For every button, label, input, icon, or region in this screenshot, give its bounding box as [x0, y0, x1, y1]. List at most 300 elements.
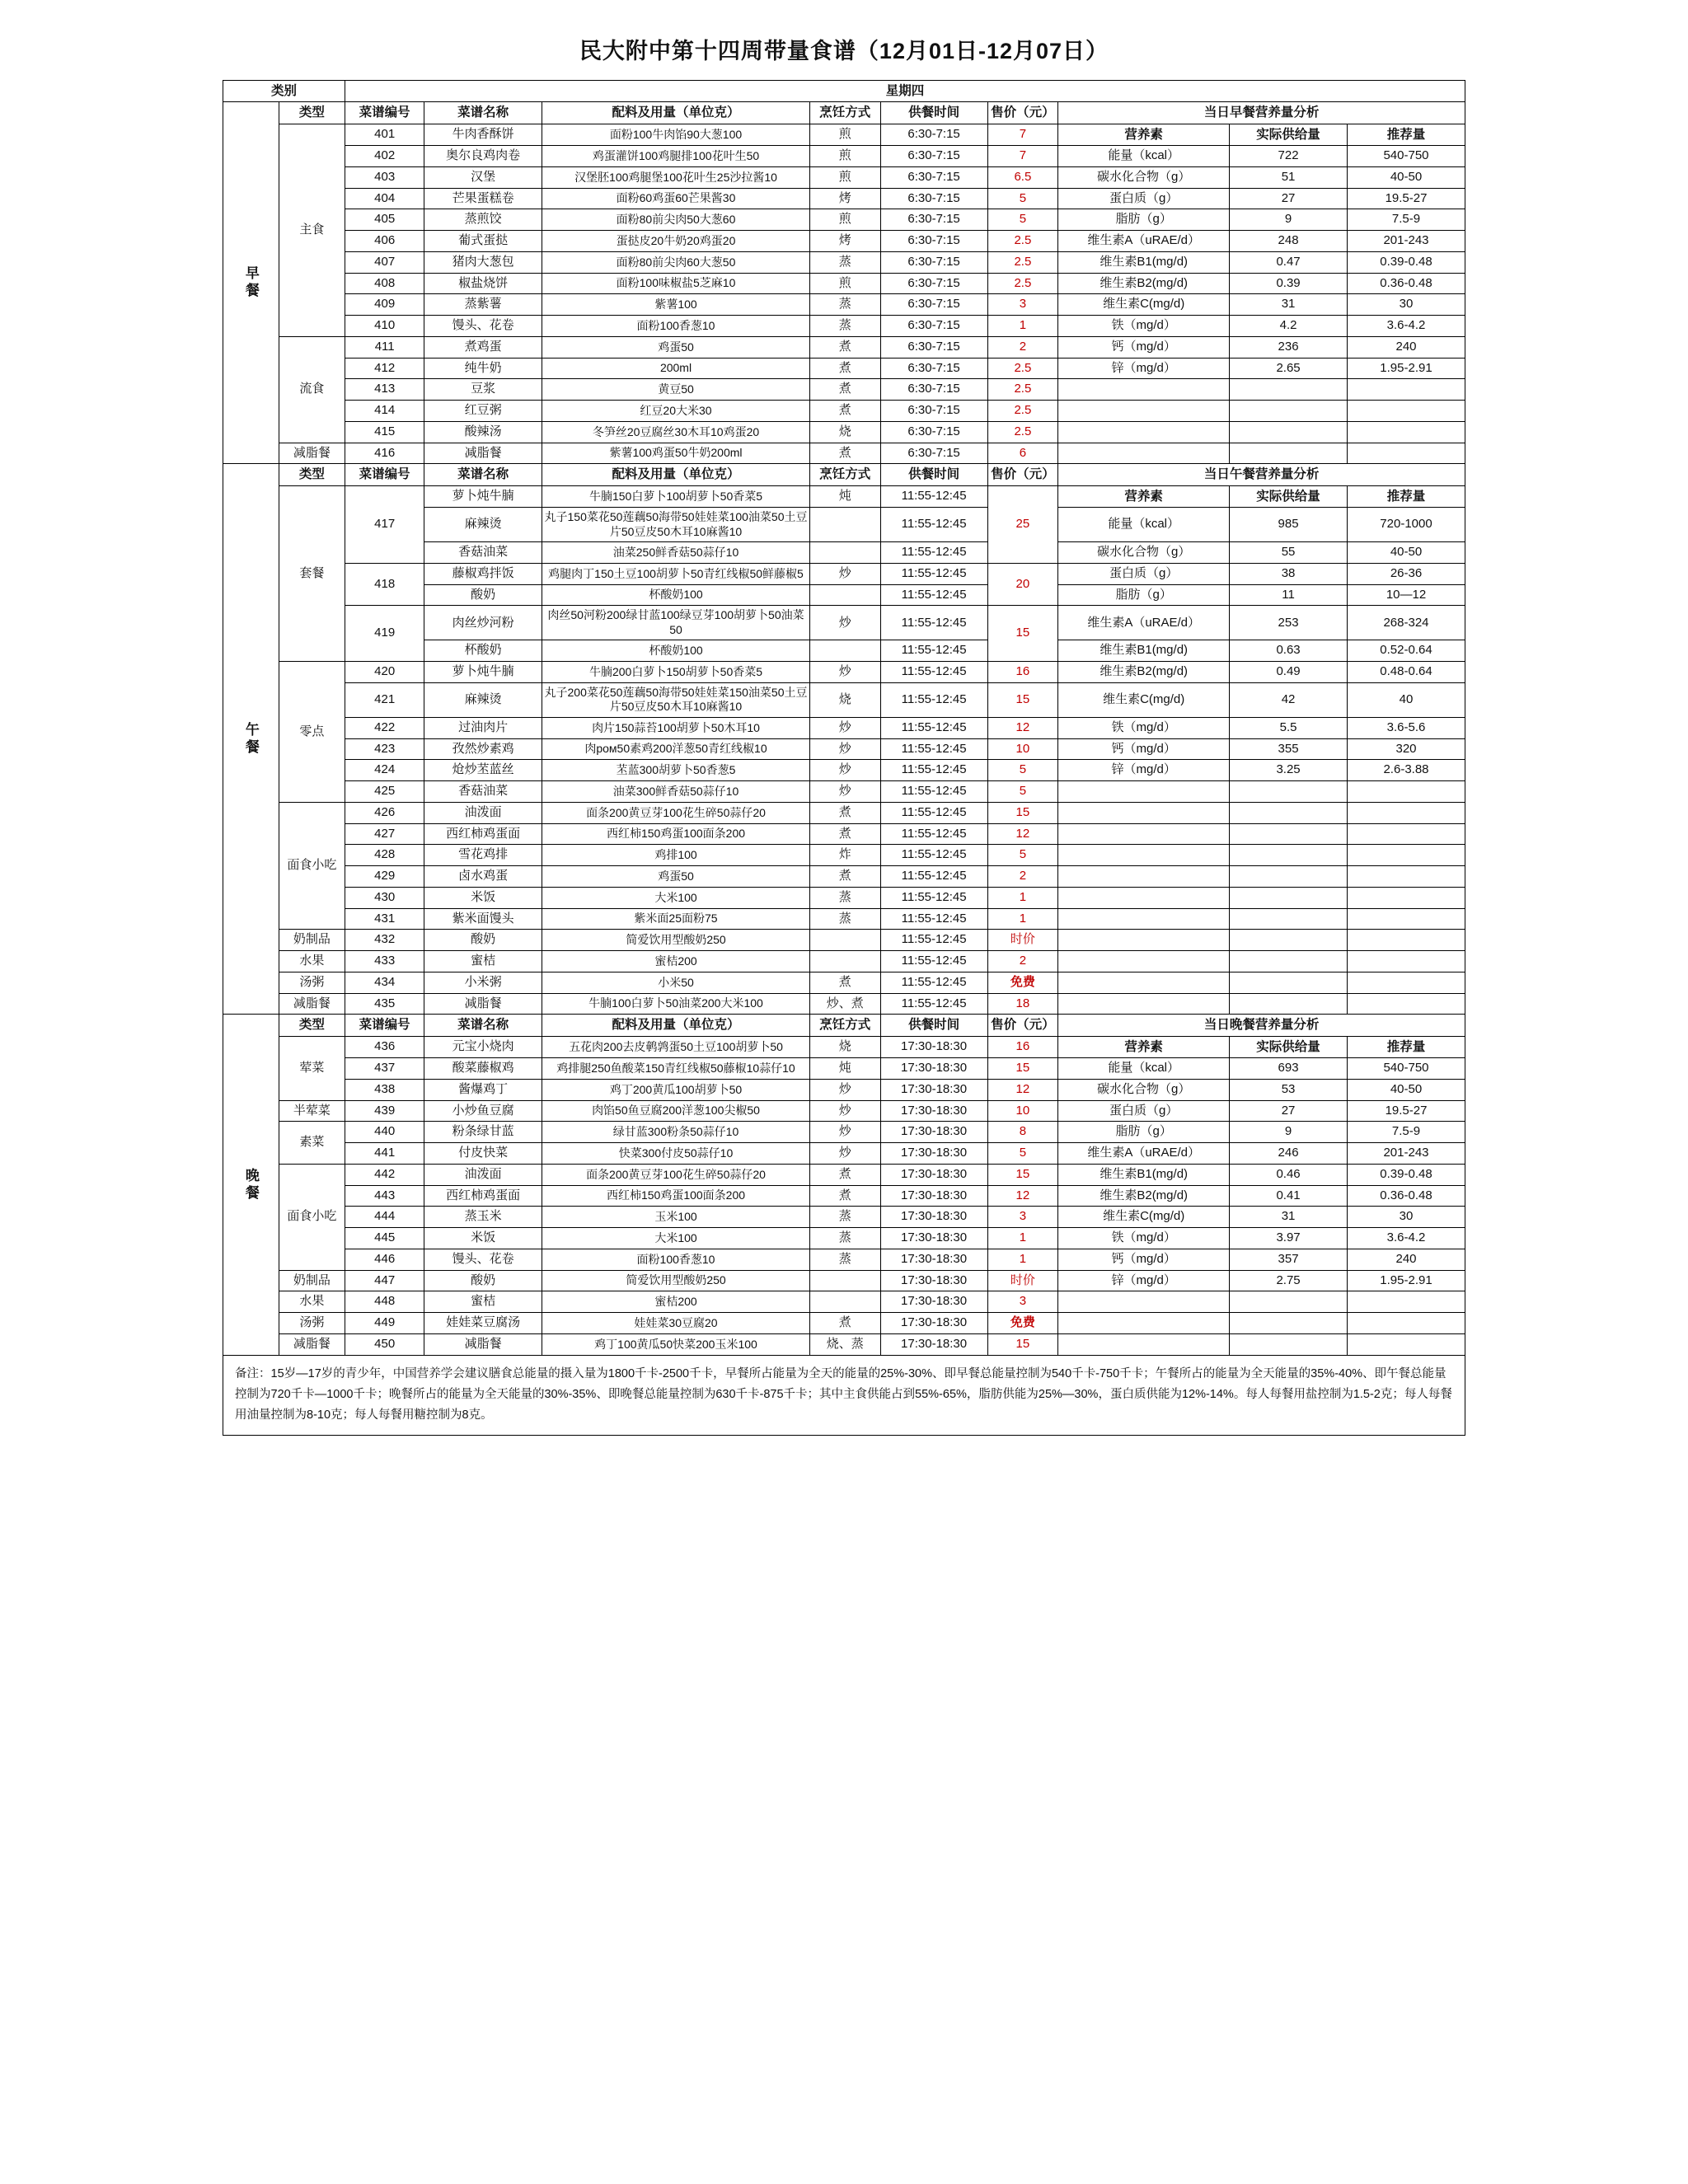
dish-price: 2.5 [987, 421, 1058, 443]
dish-ingredients: 面条200黄豆芽100花生碎50蒜仔20 [542, 802, 810, 823]
group-diet: 减脂餐 [279, 1333, 345, 1355]
dish-name: 汉堡 [424, 166, 542, 188]
nutrient-recommend: 40-50 [1348, 166, 1465, 188]
dish-price: 时价 [987, 1270, 1058, 1291]
dish-code: 442 [345, 1164, 424, 1185]
dish-code: 440 [345, 1122, 424, 1143]
dish-name: 香菇油菜 [424, 781, 542, 803]
dish-code: 422 [345, 717, 424, 738]
dish-cooking: 煮 [809, 1313, 880, 1334]
dish-time: 17:30-18:30 [880, 1122, 987, 1143]
nutrient-actual: 27 [1230, 1100, 1348, 1122]
dish-cooking [809, 584, 880, 606]
dish-time: 11:55-12:45 [880, 823, 987, 845]
nutrient-recommend: 10—12 [1348, 584, 1465, 606]
nutrient-name: 脂肪（g） [1058, 1122, 1230, 1143]
dish-code: 443 [345, 1185, 424, 1207]
dish-time: 6:30-7:15 [880, 421, 987, 443]
note-row [223, 1355, 1465, 1435]
dish-time: 6:30-7:15 [880, 379, 987, 401]
dish-code: 426 [345, 802, 424, 823]
nutrient-blank [1230, 443, 1348, 464]
nutrient-blank [1058, 421, 1230, 443]
dish-price: 15 [987, 1333, 1058, 1355]
dish-code: 447 [345, 1270, 424, 1291]
nutrient-blank [1058, 887, 1230, 908]
dish-ingredients: 紫薯100 [542, 294, 810, 316]
dish-code: 424 [345, 760, 424, 781]
menu-row [223, 1143, 1465, 1165]
dish-cooking: 煮 [809, 336, 880, 358]
col-recommend: 推荐量 [1348, 124, 1465, 145]
dish-cooking: 炖 [809, 485, 880, 507]
menu-row [223, 209, 1465, 231]
dish-cooking [809, 508, 880, 542]
dish-price: 2.5 [987, 231, 1058, 252]
col-cooking: 烹饪方式 [809, 102, 880, 124]
dish-ingredients: 简爱饮用型酸奶250 [542, 930, 810, 951]
dish-price: 15 [987, 682, 1058, 717]
dish-time: 6:30-7:15 [880, 124, 987, 145]
nutrient-name: 锌（mg/d） [1058, 358, 1230, 379]
dish-code: 433 [345, 951, 424, 972]
dish-cooking: 煮 [809, 358, 880, 379]
dish-time: 11:55-12:45 [880, 485, 987, 507]
nutrient-actual: 55 [1230, 542, 1348, 564]
col-time: 供餐时间 [880, 464, 987, 485]
dish-time: 11:55-12:45 [880, 738, 987, 760]
nutrient-recommend: 3.6-4.2 [1348, 316, 1465, 337]
nutrient-blank [1058, 1333, 1230, 1355]
dish-cooking: 烧 [809, 1036, 880, 1057]
nutrient-recommend: 201-243 [1348, 231, 1465, 252]
dish-ingredients: 面粉100香葱10 [542, 1249, 810, 1270]
dish-ingredients: 牛腩150白萝卜100胡萝卜50香菜5 [542, 485, 810, 507]
dish-name: 酸奶 [424, 584, 542, 606]
dish-cooking [809, 640, 880, 662]
nutrient-blank [1348, 421, 1465, 443]
dish-time: 11:55-12:45 [880, 717, 987, 738]
nutrient-name: 铁（mg/d） [1058, 717, 1230, 738]
dish-price: 20 [987, 563, 1058, 606]
dish-name: 杯酸奶 [424, 640, 542, 662]
nutrient-recommend: 0.36-0.48 [1348, 1185, 1465, 1207]
col-cooking: 烹饪方式 [809, 1015, 880, 1036]
dish-cooking: 炒 [809, 738, 880, 760]
dish-cooking: 蒸 [809, 294, 880, 316]
dish-time: 6:30-7:15 [880, 358, 987, 379]
nutrient-blank [1058, 401, 1230, 422]
dish-price: 15 [987, 1164, 1058, 1185]
dish-cooking: 煮 [809, 1164, 880, 1185]
nutrient-blank [1230, 401, 1348, 422]
menu-row [223, 717, 1465, 738]
dish-ingredients: 五花肉200去皮鹌鹑蛋50土豆100胡萝卜50 [542, 1036, 810, 1057]
dish-code: 428 [345, 845, 424, 866]
dish-name: 纯牛奶 [424, 358, 542, 379]
dish-time: 11:55-12:45 [880, 845, 987, 866]
nutrient-recommend: 540-750 [1348, 1058, 1465, 1080]
dish-time: 17:30-18:30 [880, 1058, 987, 1080]
nutrient-blank [1348, 951, 1465, 972]
menu-row [223, 231, 1465, 252]
menu-row [223, 908, 1465, 930]
dish-code: 419 [345, 606, 424, 662]
nutrient-actual: 0.63 [1230, 640, 1348, 662]
dish-price: 免费 [987, 972, 1058, 993]
note-text: 备注：15岁—17岁的青少年，中国营养学会建议膳食总能量的摄入量为1800千卡-2500千卡，早餐所占能量为全天的能量的25%-30%、即早餐总能量控制为540千卡-750千卡；午餐所占的能量为全天能量的35%-40%、即午餐总能量控制为720千卡—1000千卡；晚餐所占的能量为全天能量的30%-35%、即晚餐总能量控制为630千卡-875千卡；其中主食供能占到55%-65%，脂肪供能为25%—30%，蛋白质供能为12%-14%。每人每餐用盐控制为1.5-2克；每人每餐用油量控制为8-10克；每人每餐用糖控制为8克。 [223, 1355, 1465, 1435]
nutrient-actual: 246 [1230, 1143, 1348, 1165]
dish-code: 439 [345, 1100, 424, 1122]
dish-cooking: 烤 [809, 188, 880, 209]
dish-name: 蒸紫薯 [424, 294, 542, 316]
dish-price: 5 [987, 760, 1058, 781]
weekday-label: 星期四 [345, 81, 1465, 102]
menu-row [223, 273, 1465, 294]
dish-code: 402 [345, 146, 424, 167]
dish-cooking: 炸 [809, 845, 880, 866]
nutrient-name: 维生素A（uRAE/d） [1058, 231, 1230, 252]
dish-ingredients: 蜜桔200 [542, 1291, 810, 1313]
nutrient-actual: 236 [1230, 336, 1348, 358]
dish-name: 藤椒鸡拌饭 [424, 563, 542, 584]
dish-name: 红豆粥 [424, 401, 542, 422]
nutrient-name: 钙（mg/d） [1058, 1249, 1230, 1270]
dish-time: 6:30-7:15 [880, 188, 987, 209]
nutrient-actual: 355 [1230, 738, 1348, 760]
dish-time: 11:55-12:45 [880, 930, 987, 951]
dish-name: 麻辣烫 [424, 508, 542, 542]
nutrient-name: 铁（mg/d） [1058, 1228, 1230, 1249]
dish-price: 15 [987, 802, 1058, 823]
dish-name: 卤水鸡蛋 [424, 866, 542, 888]
category-header-row [223, 81, 1465, 102]
menu-row [223, 993, 1465, 1015]
dish-code: 406 [345, 231, 424, 252]
dish-time: 17:30-18:30 [880, 1143, 987, 1165]
dish-code: 437 [345, 1058, 424, 1080]
dish-name: 麻辣烫 [424, 682, 542, 717]
dish-price: 1 [987, 887, 1058, 908]
dish-ingredients: 快菜300付皮50蒜仔10 [542, 1143, 810, 1165]
dish-price: 18 [987, 993, 1058, 1015]
dish-ingredients: 面粉80前尖肉50大葱60 [542, 209, 810, 231]
nutrient-blank [1058, 781, 1230, 803]
dish-name: 馒头、花卷 [424, 316, 542, 337]
menu-row [223, 336, 1465, 358]
dish-name: 酸辣汤 [424, 421, 542, 443]
dish-ingredients: 简爱饮用型酸奶250 [542, 1270, 810, 1291]
dish-name: 蜜桔 [424, 951, 542, 972]
nutrient-name: 碳水化合物（g） [1058, 542, 1230, 564]
dish-ingredients: 西红柿150鸡蛋100面条200 [542, 1185, 810, 1207]
dish-time: 6:30-7:15 [880, 273, 987, 294]
nutrient-name: 维生素C(mg/d) [1058, 1207, 1230, 1228]
nutrient-name: 蛋白质（g） [1058, 188, 1230, 209]
group-diet: 减脂餐 [279, 443, 345, 464]
nutrient-blank [1230, 1291, 1348, 1313]
dish-ingredients: 杯酸奶100 [542, 584, 810, 606]
dish-time: 17:30-18:30 [880, 1313, 987, 1334]
dish-code: 407 [345, 251, 424, 273]
nutrient-recommend: 3.6-5.6 [1348, 717, 1465, 738]
menu-row [223, 1122, 1465, 1143]
col-ingredients: 配料及用量（单位克） [542, 464, 810, 485]
dish-ingredients: 面粉60鸡蛋60芒果酱30 [542, 188, 810, 209]
dish-time: 11:55-12:45 [880, 760, 987, 781]
dish-cooking: 煎 [809, 166, 880, 188]
dish-ingredients: 黄豆50 [542, 379, 810, 401]
nutrient-blank [1348, 845, 1465, 866]
dish-name: 奥尔良鸡肉卷 [424, 146, 542, 167]
menu-row [223, 662, 1465, 683]
dish-cooking: 炒 [809, 1079, 880, 1100]
dish-time: 11:55-12:45 [880, 542, 987, 564]
dish-time: 17:30-18:30 [880, 1207, 987, 1228]
dish-time: 17:30-18:30 [880, 1164, 987, 1185]
dish-ingredients: 鸡排腿250鱼酸菜150青红线椒50藤椒10蒜仔10 [542, 1058, 810, 1080]
dish-price: 10 [987, 1100, 1058, 1122]
dish-time: 6:30-7:15 [880, 146, 987, 167]
menu-row [223, 823, 1465, 845]
dish-name: 过油肉片 [424, 717, 542, 738]
nutrient-recommend: 40-50 [1348, 1079, 1465, 1100]
menu-row [223, 1333, 1465, 1355]
nutrient-recommend: 0.48-0.64 [1348, 662, 1465, 683]
nutrient-recommend: 2.6-3.88 [1348, 760, 1465, 781]
dish-ingredients: 肉片150蒜苔100胡萝卜50木耳10 [542, 717, 810, 738]
nutrient-name: 维生素C(mg/d) [1058, 682, 1230, 717]
dish-code: 425 [345, 781, 424, 803]
dish-ingredients: 面粉80前尖肉60大葱50 [542, 251, 810, 273]
dish-code: 408 [345, 273, 424, 294]
dish-name: 炝炒苤蓝丝 [424, 760, 542, 781]
nutrient-recommend: 3.6-4.2 [1348, 1228, 1465, 1249]
nutrient-blank [1230, 781, 1348, 803]
nutrient-actual: 53 [1230, 1079, 1348, 1100]
dish-code: 415 [345, 421, 424, 443]
nutrient-actual: 9 [1230, 209, 1348, 231]
nutrient-name: 钙（mg/d） [1058, 738, 1230, 760]
nutrient-name: 脂肪（g） [1058, 209, 1230, 231]
dish-ingredients: 丸子200菜花50莲藕50海带50娃娃菜150油菜50土豆片50豆皮50木耳10麻酱10 [542, 682, 810, 717]
dish-time: 17:30-18:30 [880, 1036, 987, 1057]
dish-price: 2.5 [987, 251, 1058, 273]
dish-cooking: 煎 [809, 273, 880, 294]
dish-ingredients: 牛腩100白萝卜50油菜200大米100 [542, 993, 810, 1015]
dish-price: 25 [987, 485, 1058, 563]
nutrient-blank [1348, 1291, 1465, 1313]
dish-time: 11:55-12:45 [880, 563, 987, 584]
menu-row [223, 682, 1465, 717]
dish-code: 421 [345, 682, 424, 717]
nutrient-actual: 4.2 [1230, 316, 1348, 337]
dish-price: 5 [987, 845, 1058, 866]
dish-ingredients: 西红柿150鸡蛋100面条200 [542, 823, 810, 845]
dish-cooking: 煎 [809, 209, 880, 231]
dish-name: 蒸玉米 [424, 1207, 542, 1228]
dish-code: 449 [345, 1313, 424, 1334]
dish-time: 11:55-12:45 [880, 662, 987, 683]
dish-name: 元宝小烧肉 [424, 1036, 542, 1057]
col-code: 菜谱编号 [345, 464, 424, 485]
nutrient-recommend: 201-243 [1348, 1143, 1465, 1165]
dish-code: 413 [345, 379, 424, 401]
dish-time: 6:30-7:15 [880, 336, 987, 358]
dish-code: 404 [345, 188, 424, 209]
nutrient-name: 维生素B2(mg/d) [1058, 662, 1230, 683]
dish-name: 馒头、花卷 [424, 1249, 542, 1270]
dish-ingredients: 娃娃菜30豆腐20 [542, 1313, 810, 1334]
dish-code: 417 [345, 485, 424, 563]
nutrient-actual: 38 [1230, 563, 1348, 584]
dish-price: 3 [987, 1207, 1058, 1228]
dish-name: 减脂餐 [424, 993, 542, 1015]
nutrient-name: 铁（mg/d） [1058, 316, 1230, 337]
dish-code: 446 [345, 1249, 424, 1270]
dish-name: 油泼面 [424, 802, 542, 823]
dish-ingredients: 红豆20大米30 [542, 401, 810, 422]
nutrient-blank [1058, 845, 1230, 866]
nutrient-recommend: 7.5-9 [1348, 209, 1465, 231]
nutrient-blank [1058, 379, 1230, 401]
nutrient-blank [1230, 951, 1348, 972]
menu-row [223, 1270, 1465, 1291]
group-soup: 汤粥 [279, 972, 345, 993]
menu-row [223, 930, 1465, 951]
col-name: 菜谱名称 [424, 464, 542, 485]
dish-ingredients: 绿甘蓝300粉条50蒜仔10 [542, 1122, 810, 1143]
nutrient-recommend: 19.5-27 [1348, 188, 1465, 209]
dish-time: 11:55-12:45 [880, 951, 987, 972]
nutrient-name: 维生素A（uRAE/d） [1058, 606, 1230, 640]
nutrient-name: 脂肪（g） [1058, 584, 1230, 606]
group-soup: 汤粥 [279, 1313, 345, 1334]
dish-price: 7 [987, 146, 1058, 167]
nutrient-recommend: 540-750 [1348, 146, 1465, 167]
dish-name: 椒盐烧饼 [424, 273, 542, 294]
nutrient-actual: 253 [1230, 606, 1348, 640]
nutrient-blank [1230, 1313, 1348, 1334]
nutrient-actual: 27 [1230, 188, 1348, 209]
dish-cooking: 煮 [809, 866, 880, 888]
nutrient-actual: 3.97 [1230, 1228, 1348, 1249]
nutrient-name: 碳水化合物（g） [1058, 166, 1230, 188]
nutrient-name: 锌（mg/d） [1058, 1270, 1230, 1291]
nutrient-recommend: 19.5-27 [1348, 1100, 1465, 1122]
menu-row [223, 358, 1465, 379]
menu-row [223, 1036, 1465, 1057]
dish-ingredients: 鸡排100 [542, 845, 810, 866]
nutrient-recommend: 320 [1348, 738, 1465, 760]
nutrient-recommend: 1.95-2.91 [1348, 1270, 1465, 1291]
nutrient-recommend: 268-324 [1348, 606, 1465, 640]
menu-row [223, 781, 1465, 803]
menu-row [223, 146, 1465, 167]
dish-code: 411 [345, 336, 424, 358]
dish-price: 1 [987, 316, 1058, 337]
group-snack: 零点 [279, 662, 345, 803]
dish-cooking: 煎 [809, 124, 880, 145]
nutrient-blank [1348, 972, 1465, 993]
dish-ingredients: 紫薯100鸡蛋50牛奶200ml [542, 443, 810, 464]
dish-code: 445 [345, 1228, 424, 1249]
dish-price: 2 [987, 866, 1058, 888]
menu-row [223, 606, 1465, 640]
col-recommend: 推荐量 [1348, 1036, 1465, 1057]
menu-row [223, 1058, 1465, 1080]
col-name: 菜谱名称 [424, 1015, 542, 1036]
dish-time: 6:30-7:15 [880, 443, 987, 464]
dish-time: 11:55-12:45 [880, 606, 987, 640]
dish-name: 孜然炒素鸡 [424, 738, 542, 760]
dish-cooking: 烧 [809, 682, 880, 717]
dish-cooking: 煮 [809, 401, 880, 422]
dish-name: 米饭 [424, 1228, 542, 1249]
dish-name: 肉丝炒河粉 [424, 606, 542, 640]
dish-code: 412 [345, 358, 424, 379]
dish-cooking: 烧 [809, 421, 880, 443]
column-header-row [223, 102, 1465, 124]
menu-row [223, 802, 1465, 823]
menu-row [223, 124, 1465, 145]
dish-code: 429 [345, 866, 424, 888]
dish-time: 17:30-18:30 [880, 1079, 987, 1100]
dish-ingredients: 丸子150菜花50莲藕50海带50娃娃菜100油菜50土豆片50豆皮50木耳10麻酱10 [542, 508, 810, 542]
dish-cooking [809, 1291, 880, 1313]
menu-row [223, 485, 1465, 507]
dish-cooking: 煮 [809, 823, 880, 845]
dish-price: 6.5 [987, 166, 1058, 188]
dish-cooking [809, 930, 880, 951]
dish-ingredients: 肉馅50鱼豆腐200洋葱100尖椒50 [542, 1100, 810, 1122]
nutrient-blank [1230, 866, 1348, 888]
column-header-row [223, 464, 1465, 485]
dish-ingredients: 鸡丁200黄瓜100胡萝卜50 [542, 1079, 810, 1100]
col-type: 类型 [279, 1015, 345, 1036]
dish-cooking: 煎 [809, 146, 880, 167]
menu-row [223, 738, 1465, 760]
menu-row [223, 188, 1465, 209]
dish-ingredients: 蜜桔200 [542, 951, 810, 972]
dish-ingredients: 小米50 [542, 972, 810, 993]
menu-row [223, 316, 1465, 337]
nutrient-actual: 357 [1230, 1249, 1348, 1270]
dish-cooking: 蒸 [809, 1207, 880, 1228]
dish-code: 423 [345, 738, 424, 760]
menu-row [223, 972, 1465, 993]
dish-code: 405 [345, 209, 424, 231]
dish-ingredients: 鸡蛋50 [542, 866, 810, 888]
dish-ingredients: 肉ром50素鸡200洋葱50青红线椒10 [542, 738, 810, 760]
nutrient-recommend: 30 [1348, 294, 1465, 316]
nutrient-blank [1230, 845, 1348, 866]
nutrient-blank [1348, 887, 1465, 908]
dish-time: 17:30-18:30 [880, 1249, 987, 1270]
dish-time: 17:30-18:30 [880, 1100, 987, 1122]
dish-price: 1 [987, 908, 1058, 930]
dish-cooking: 蒸 [809, 1228, 880, 1249]
nutrient-name: 蛋白质（g） [1058, 1100, 1230, 1122]
group-dairy: 奶制品 [279, 930, 345, 951]
dish-price: 16 [987, 1036, 1058, 1057]
dish-code: 444 [345, 1207, 424, 1228]
menu-row [223, 887, 1465, 908]
group-noodle: 面食小吃 [279, 1164, 345, 1270]
dish-time: 11:55-12:45 [880, 802, 987, 823]
group-staple: 主食 [279, 124, 345, 336]
menu-row [223, 251, 1465, 273]
